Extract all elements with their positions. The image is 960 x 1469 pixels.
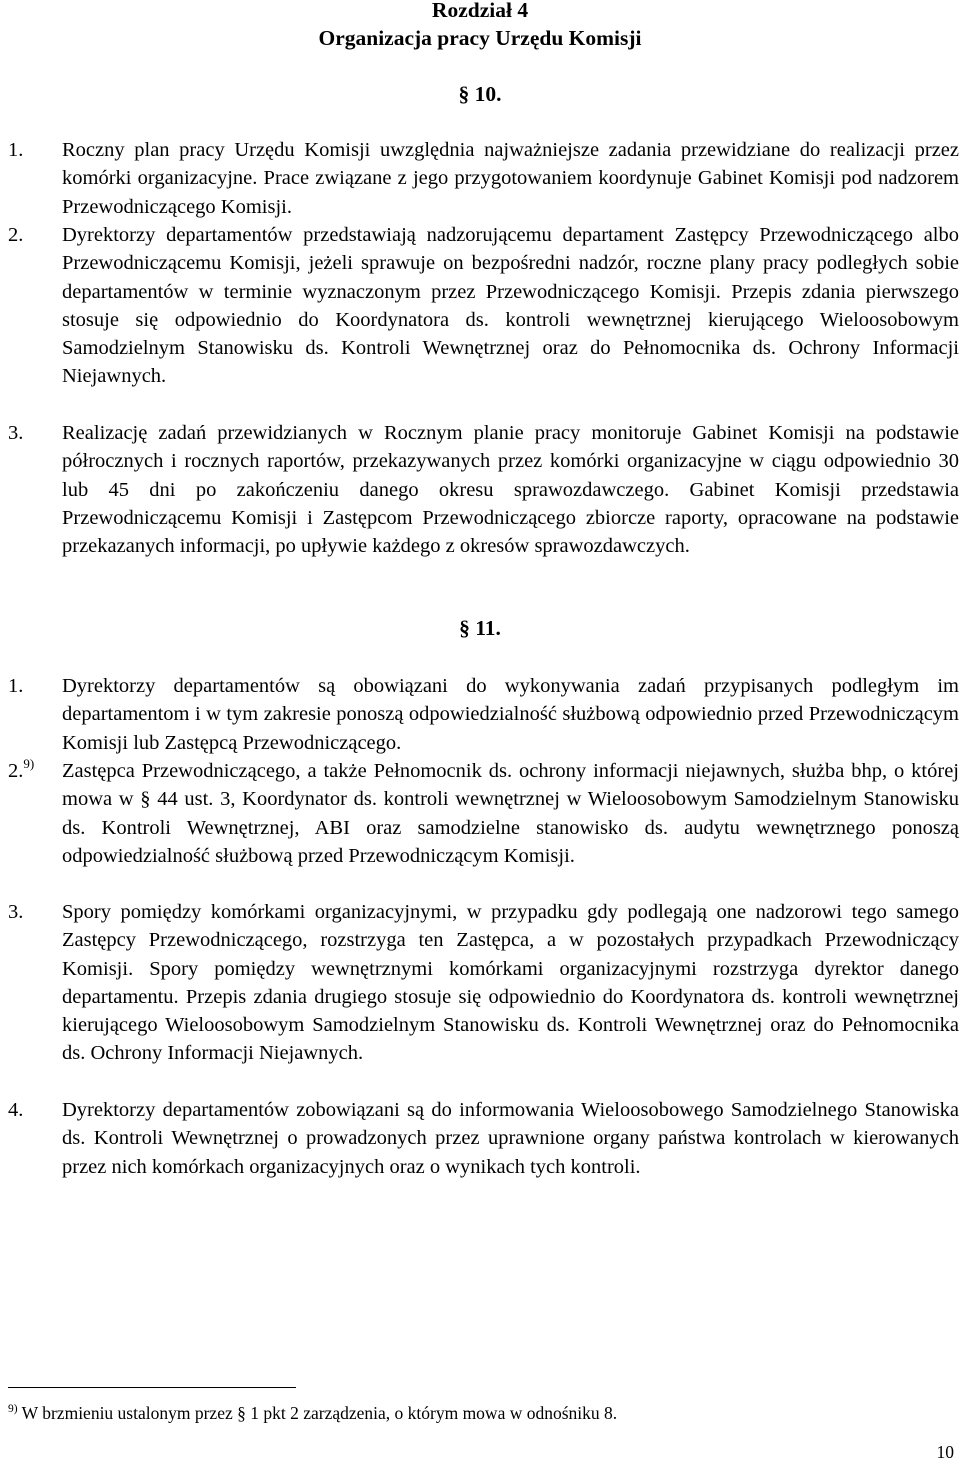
footnote-reference: 9) — [23, 756, 35, 771]
paragraph-heading-11 — [0, 616, 960, 641]
item-text: Dyrektorzy departamentów są obowiązani do wykonywania zadań przypisanych podległym im departamentom i w tym zakresie ponoszą odpowiedzialność służbową odpowiednio przed Przewodniczącym Komisji lub Zastępcą Przewodniczącego. — [62, 675, 959, 754]
chapter-title: Organizacja pracy Urzędu Komisji — [318, 26, 642, 50]
footnote-divider — [8, 1387, 296, 1388]
item-text: Realizację zadań przewidzianych w Rocznym planie pracy monitoruje Gabinet Komisji na podstawie półrocznych i rocznych raportów, przekazywanych przez komórki organizacyjne w ciągu odpowiednio 30 lub 45 dni po zakończeniu danego okresu sprawozdawczego. Gabinet Komisji przedstawia Przewodniczącemu Komisji i Zastępcom Przewodniczącego zbiorcze raporty, opracowane na podstawie przekazanych informacji, po upływie każdego z okresów sprawozdawczych. — [62, 422, 959, 558]
item-number: 2.$^{9)}$ — [8, 756, 35, 782]
chapter-number: Rozdział 4 — [431, 0, 529, 22]
footnote-marker: 9) — [8, 1403, 18, 1415]
item-number: 4. — [8, 1099, 24, 1121]
item-text: Roczny plan pracy Urzędu Komisji uwzględnia najważniejsze zadania przewidziane do realizacji przez komórki organizacyjne. Prace związane z jego przygotowaniem koordynuje Gabinet Komisji pod nadzorem Przewodniczącego Komisji. — [62, 139, 959, 218]
item-number: 3. — [8, 901, 24, 923]
paragraph-label: 11. — [475, 616, 501, 640]
item-text: Zastępca Przewodniczącego, a także Pełnomocnik ds. ochrony informacji niejawnych, służba bhp, o której mowa w § 44 ust. 3, Koordynator ds. kontroli wewnętrznej w Wieloosobowym Samodzielnym Stanowisku ds. Kontroli Wewnętrznej, ABI oraz samodzielne stanowisko ds. audytu wewnętrznego ponoszą odpowiedzialność służbową przed Przewodniczącym Komisji. — [62, 760, 959, 867]
item-number: 1. — [8, 675, 24, 697]
item-number: 2. — [8, 224, 24, 246]
item-text: Dyrektorzy departamentów przedstawiają nadzorującemu departament Zastępcy Przewodniczącego albo Przewodniczącemu Komisji, jeżeli sprawuje on bezpośredni nadzór, roczne plany pracy podległych sobie departamentów w terminie wyznaczonym przez Przewodniczącego Komisji. Przepis zdania pierwszego stosuje się odpowiednio do Koordynatora ds. kontroli wewnętrznej kierującego Wieloosobowym Samodzielnym Stanowisku ds. Kontroli Wewnętrznej oraz do Pełnomocnika ds. Ochrony Informacji Niejawnych. — [62, 224, 959, 388]
item-text: Dyrektorzy departamentów zobowiązani są do informowania Wieloosobowego Samodzielnego Stanowiska ds. Kontroli Wewnętrznej o prowadzonych przez uprawnione organy państwa kontrolach w kierowanych przez nich komórkach organizacyjnych oraz o wynikach tych kontroli. — [62, 1099, 959, 1178]
page-number: 10 — [936, 1442, 954, 1462]
item-number: 3. — [8, 422, 24, 444]
section-sign: § — [458, 82, 470, 106]
paragraph-heading-10 — [0, 82, 960, 107]
section-sign: § — [459, 616, 470, 640]
item-text: Spory pomiędzy komórkami organizacyjnymi, w przypadku gdy podlegają one nadzorowi tego samego Zastępcy Przewodniczącego, rozstrzyga ten Zastępca, a w pozostałych przypadkach Przewodniczący Komisji. Spory pomiędzy wewnętrznymi komórkami organizacyjnymi rozstrzyga dyrektor danego departamentu. Przepis zdania drugiego stosuje się odpowiednio do Koordynatora ds. kontroli wewnętrznej kierującego Wieloosobowym Samodzielnym Stanowisku ds. Kontroli Wewnętrznej oraz do Pełnomocnika ds. Ochrony Informacji Niejawnych. — [62, 901, 959, 1065]
paragraph-label: 10. — [474, 82, 502, 106]
footnote-text: W brzmieniu ustalonym przez § 1 pkt 2 zarządzenia, o którym mowa w odnośniku 8. — [21, 1403, 618, 1423]
item-number: 1. — [8, 139, 24, 161]
footnote — [8, 1402, 617, 1424]
